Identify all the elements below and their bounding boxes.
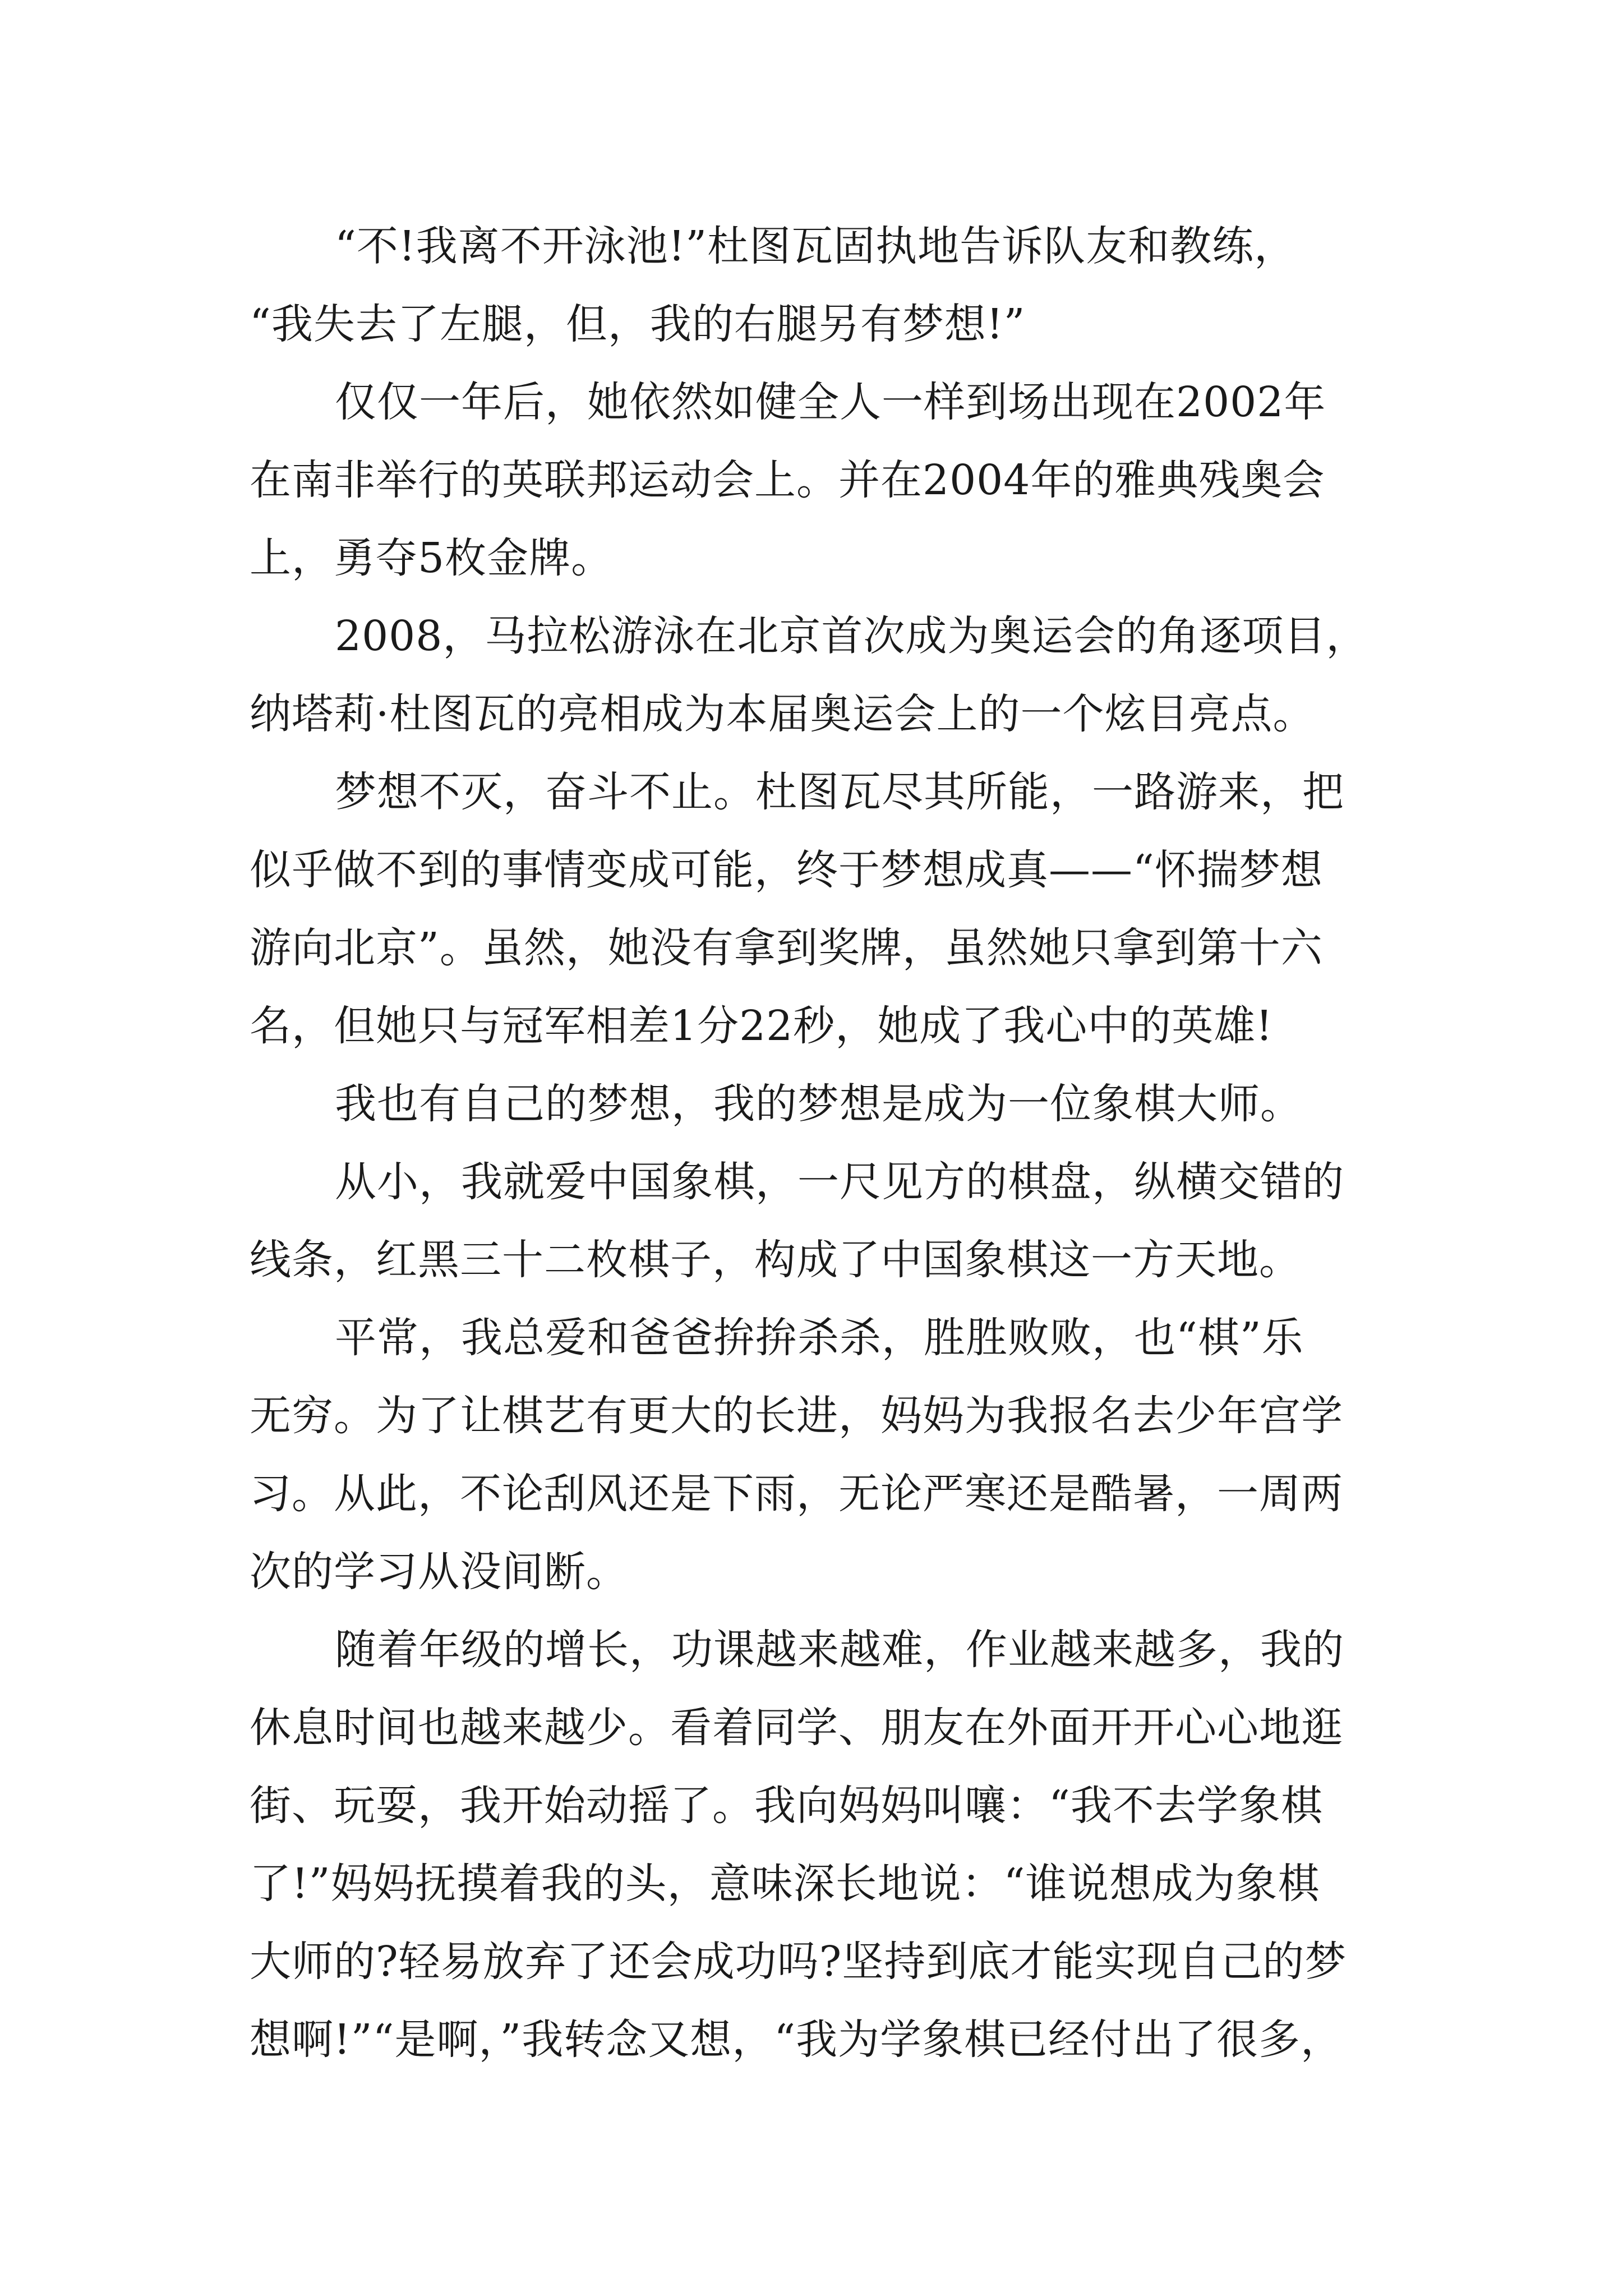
paragraph-line: 上，勇夺5枚金牌。 xyxy=(250,534,614,582)
paragraph-line: 在南非举行的英联邦运动会上。并在2004年的雅典残奥会 xyxy=(250,456,1325,504)
paragraph-line: 休息时间也越来越少。看着同学、朋友在外面开开心心地逛 xyxy=(250,1704,1343,1752)
paragraph-line: 梦想不灭，奋斗不止。杜图瓦尽其所能，一路游来，把 xyxy=(335,768,1344,816)
paragraph-line: 我也有自己的梦想，我的梦想是成为一位象棋大师。 xyxy=(335,1080,1302,1128)
paragraph-line: 随着年级的增长，功课越来越难，作业越来越多，我的 xyxy=(335,1626,1344,1674)
paragraph-line: 从小，我就爱中国象棋，一尺见方的棋盘，纵横交错的 xyxy=(335,1158,1344,1206)
paragraph-line: “不!我离不开泳池!”杜图瓦固执地告诉队友和教练， xyxy=(335,222,1297,270)
paragraph-line: 平常，我总爱和爸爸拚拚杀杀，胜胜败败，也“棋”乐 xyxy=(335,1314,1304,1362)
paragraph-line: 名，但她只与冠军相差1分22秒，她成了我心中的英雄! xyxy=(250,1002,1273,1050)
paragraph-line: 线条，红黑三十二枚棋子，构成了中国象棋这一方天地。 xyxy=(250,1236,1301,1284)
body-text xyxy=(250,208,1388,2079)
paragraph-line: “我失去了左腿，但，我的右腿另有梦想!” xyxy=(250,300,1026,348)
paragraph-line: 无穷。为了让棋艺有更大的长进，妈妈为我报名去少年宫学 xyxy=(250,1392,1343,1440)
paragraph-line: 次的学习从没间断。 xyxy=(250,1548,628,1596)
paragraph-line: 游向北京”。虽然，她没有拿到奖牌，虽然她只拿到第十六 xyxy=(250,924,1323,972)
paragraph-line: 2008，马拉松游泳在北京首次成为奥运会的角逐项目， xyxy=(335,612,1368,660)
paragraph-line: 了!”妈妈抚摸着我的头，意味深长地说：“谁说想成为象棋 xyxy=(250,1860,1320,1908)
paragraph-line: 似乎做不到的事情变成可能，终于梦想成真——“怀揣梦想 xyxy=(250,846,1323,894)
paragraph-line: 大师的?轻易放弃了还会成功吗?坚持到底才能实现自己的梦 xyxy=(250,1938,1347,1986)
paragraph-line: 纳塔莉·杜图瓦的亮相成为本届奥运会上的一个炫目亮点。 xyxy=(250,690,1315,738)
paragraph-line: 街、玩耍，我开始动摇了。我向妈妈叫嚷：“我不去学象棋 xyxy=(250,1782,1323,1830)
paragraph-line: 习。从此，不论刮风还是下雨，无论严寒还是酷暑，一周两 xyxy=(250,1470,1343,1518)
paragraph-line: 仅仅一年后，她依然如健全人一样到场出现在2002年 xyxy=(335,378,1326,426)
paragraph-line: 想啊!”“是啊，”我转念又想，“我为学象棋已经付出了很多， xyxy=(250,2016,1343,2064)
